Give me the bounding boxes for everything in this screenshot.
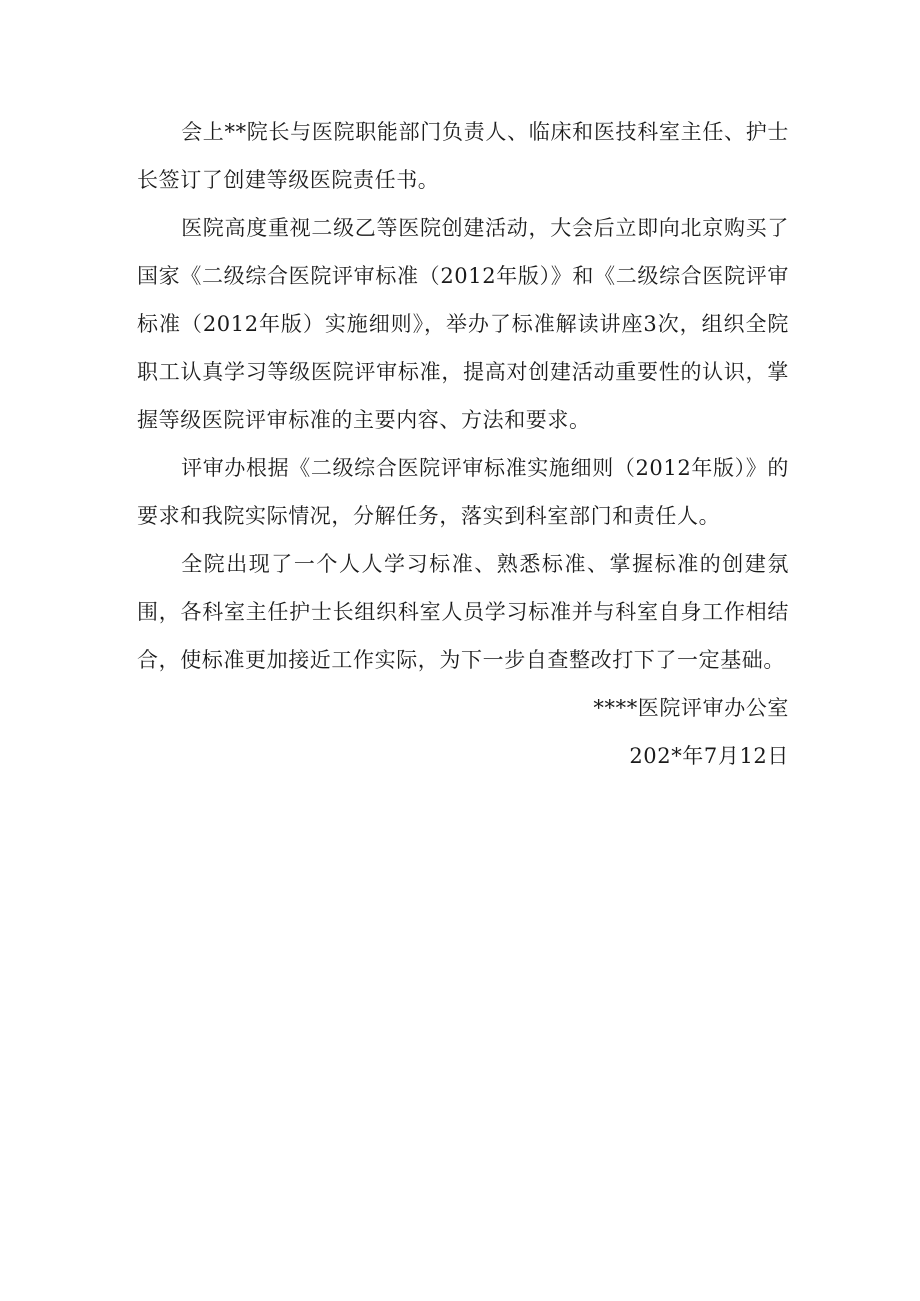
paragraph-task-breakdown: 评审办根据《二级综合医院评审标准实施细则（2012年版）》的要求和我院实际情况，分解任务，落实到科室部门和责任人。: [137, 456, 789, 528]
signature-organization: ****医院评审办公室: [593, 696, 789, 720]
paragraph-responsibility: 会上**院长与医院职能部门负责人、临床和医技科室主任、护士长签订了创建等级医院责任书。: [137, 120, 789, 192]
document-page: [137, 108, 789, 780]
paragraph-atmosphere: 全院出现了一个人人学习标准、熟悉标准、掌握标准的创建氛围，各科室主任护士长组织科室人员学习标准并与科室自身工作相结合，使标准更加接近工作实际，为下一步自查整改打下了一定基础。: [137, 552, 789, 672]
signature-date: 202*年7月12日: [629, 744, 789, 768]
paragraph-standards-study: 医院高度重视二级乙等医院创建活动，大会后立即向北京购买了国家《二级综合医院评审标准（2012年版）》和《二级综合医院评审标准（2012年版）实施细则》，举办了标准解读讲座3次，组织全院职工认真学习等级医院评审标准，提高对创建活动重要性的认识，掌握等级医院评审标准的主要内容、方法和要求。: [137, 216, 789, 432]
